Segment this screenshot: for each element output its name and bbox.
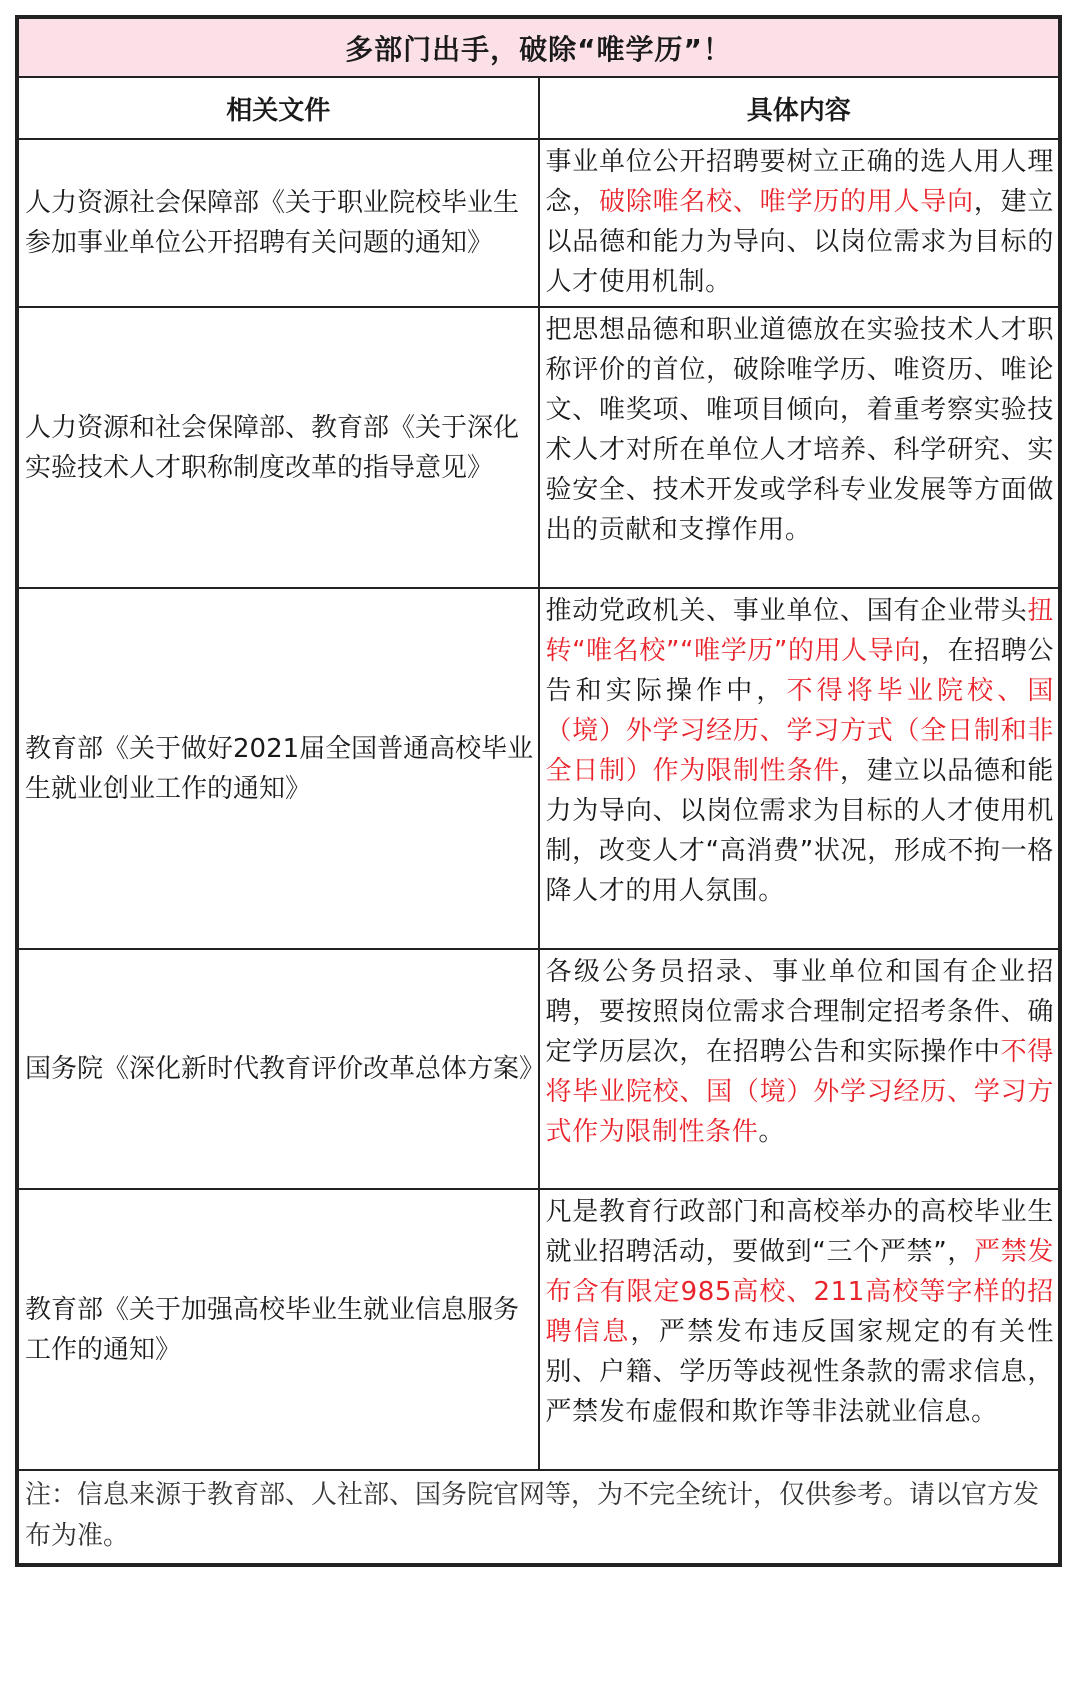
highlighted-text: 严禁发布含有限定985高校、211高校等字样的招聘信息 [545,1237,1054,1347]
content-cell [539,588,1060,949]
content-text: 。 [758,1117,785,1147]
highlighted-text: 不得将毕业院校、国（境）外学习经历、学习方式（全日制和非全日制）作为限制性条件 [545,676,1054,786]
header-specific-content: 具体内容 [539,77,1060,139]
content-text: ，在招聘公告和实际操作中， [545,636,1054,706]
policy-table [15,15,1062,1567]
header-related-documents: 相关文件 [18,77,539,139]
content-cell [539,949,1060,1189]
content-text: ，严禁发布违反国家规定的有关性别、户籍、学历等歧视性条款的需求信息，严禁发布虚假和欺诈等非法就业信息。 [545,1317,1054,1427]
content-cell [539,139,1060,307]
content-text: 推动党政机关、事业单位、国有企业带头 [545,596,1028,626]
document-cell: 国务院《深化新时代教育评价改革总体方案》 [18,949,539,1189]
document-cell: 人力资源社会保障部《关于职业院校毕业生参加事业单位公开招聘有关问题的通知》 [18,139,539,307]
content-text: ，建立以品德和能力为导向、以岗位需求为目标的人才使用机制，改变人才“高消费”状况，形成不拘一格降人才的用人氛围。 [545,756,1054,906]
table-row [18,307,1059,588]
highlighted-text: 不得将毕业院校、国（境）外学习经历、学习方式作为限制性条件 [545,1037,1054,1147]
content-cell [539,307,1060,588]
content-cell [539,1189,1060,1470]
content-text: 把思想品德和职业道德放在实验技术人才职称评价的首位，破除唯学历、唯资历、唯论文、唯奖项、唯项目倾向，着重考察实验技术人才对所在单位人才培养、科学研究、实验安全、技术开发或学科专业发展等方面做出的贡献和支撑作用。 [545,315,1054,545]
table-title: 多部门出手，破除“唯学历”！ [18,18,1059,77]
document-cell: 教育部《关于加强高校毕业生就业信息服务工作的通知》 [18,1189,539,1470]
source-note: 注：信息来源于教育部、人社部、国务院官网等，为不完全统计，仅供参考。请以官方发布为准。 [18,1470,1059,1564]
document-cell: 人力资源和社会保障部、教育部《关于深化实验技术人才职称制度改革的指导意见》 [18,307,539,588]
table-row [18,588,1059,949]
content-text: ，建立以品德和能力为导向、以岗位需求为目标的人才使用机制。 [545,187,1054,297]
content-text: 事业单位公开招聘要树立正确的选人用人理念， [545,147,1054,217]
table-row [18,949,1059,1189]
highlighted-text: 破除唯名校、唯学历的用人导向 [599,187,974,217]
content-text: 各级公务员招录、事业单位和国有企业招聘，要按照岗位需求合理制定招考条件、确定学历层次，在招聘公告和实际操作中 [545,957,1054,1067]
content-text: 凡是教育行政部门和高校举办的高校毕业生就业招聘活动，要做到“三个严禁”， [545,1197,1054,1267]
highlighted-text: 扭转“唯名校”“唯学历”的用人导向 [545,596,1054,666]
table-row [18,139,1059,307]
table-row [18,1189,1059,1470]
document-cell: 教育部《关于做好2021届全国普通高校毕业生就业创业工作的通知》 [18,588,539,949]
